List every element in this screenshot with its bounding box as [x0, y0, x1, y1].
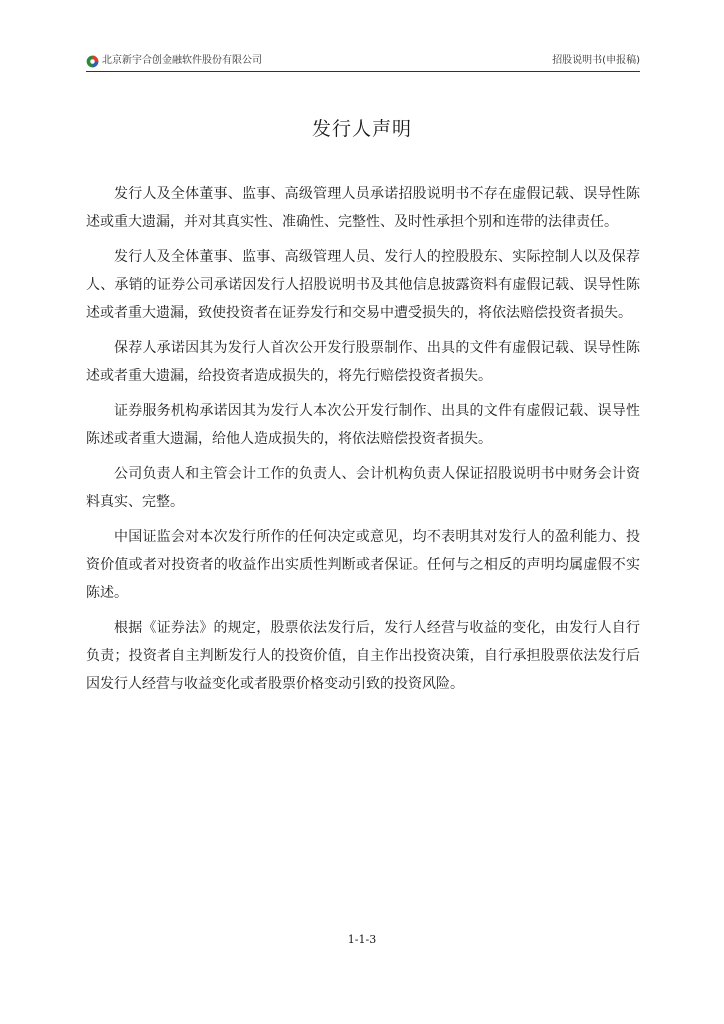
paragraph: 公司负责人和主管会计工作的负责人、会计机构负责人保证招股说明书中财务会计资料真实、完整。	[86, 466, 640, 510]
page-number: 1-1-3	[347, 933, 377, 946]
paragraph: 发行人及全体董事、监事、高级管理人员、发行人的控股股东、实际控制人以及保荐人、承销的证券公司承诺因发行人招股说明书及其他信息披露资料有虚假记载、误导性陈述或者重大遗漏，致使投资者在证券发行和交易中遭受损失的，将依法赔偿投资者损失。	[86, 249, 640, 321]
page-header	[86, 52, 640, 70]
company-logo-icon	[86, 55, 99, 68]
company-name: 北京新宇合创金融软件股份有限公司	[102, 55, 262, 66]
page-title: 发行人声明	[311, 118, 412, 140]
paragraph: 发行人及全体董事、监事、高级管理人员承诺招股说明书不存在虚假记载、误导性陈述或重大遗漏，并对其真实性、准确性、完整性、及时性承担个别和连带的法律责任。	[86, 186, 640, 230]
paragraph: 中国证监会对本次发行所作的任何决定或意见，均不表明其对发行人的盈利能力、投资价值或者对投资者的收益作出实质性判断或者保证。任何与之相反的声明均属虚假不实陈述。	[86, 529, 640, 601]
header-company	[86, 52, 262, 70]
paragraph: 证券服务机构承诺因其为发行人本次公开发行制作、出具的文件有虚假记载、误导性陈述或者重大遗漏，给他人造成损失的，将依法赔偿投资者损失。	[86, 403, 640, 447]
document-type: 招股说明书(申报稿)	[552, 55, 640, 66]
declaration-body	[86, 180, 640, 705]
paragraph: 保荐人承诺因其为发行人首次公开发行股票制作、出具的文件有虚假记载、误导性陈述或者重大遗漏，给投资者造成损失的，将先行赔偿投资者损失。	[86, 340, 640, 384]
paragraph: 根据《证券法》的规定，股票依法发行后，发行人经营与收益的变化，由发行人自行负责；投资者自主判断发行人的投资价值，自主作出投资决策，自行承担股票依法发行后因发行人经营与收益变化或者股票价格变动引致的投资风险。	[86, 620, 640, 692]
header-divider	[86, 71, 640, 72]
